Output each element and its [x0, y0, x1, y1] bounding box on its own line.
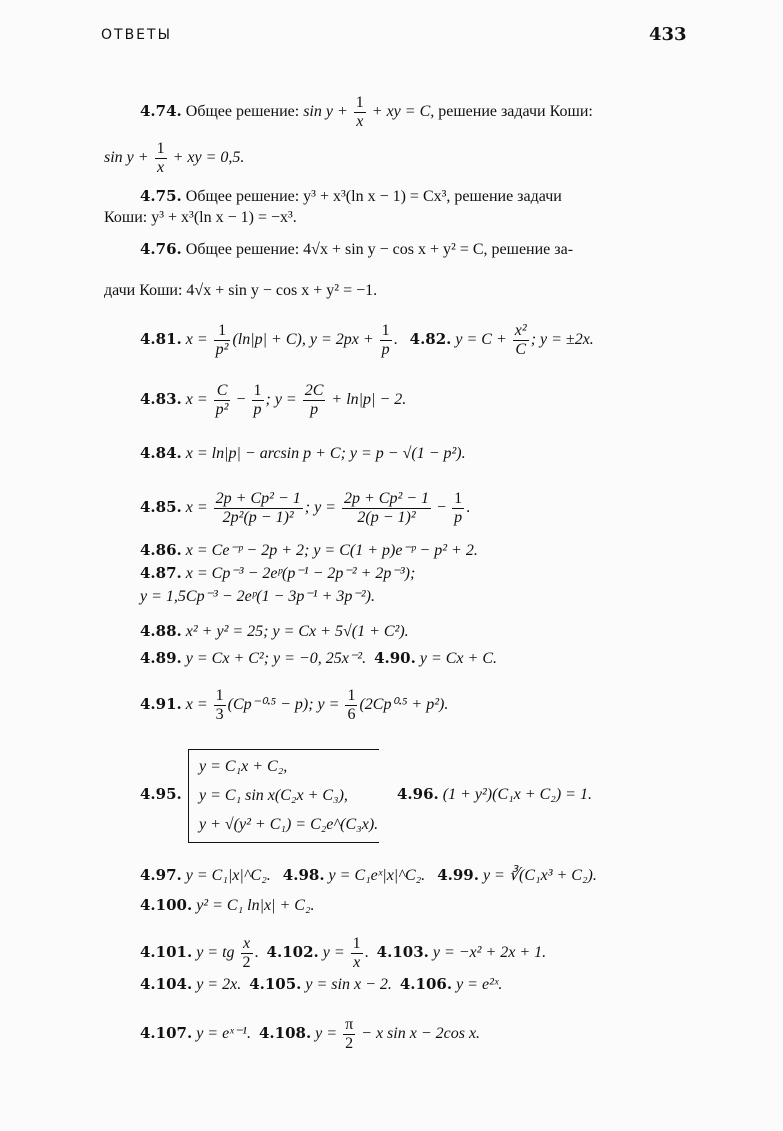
- answer-4-97-4-99: 4.97. y = C₁|x|^C₂. 4.98. y = C₁eˣ|x|^C₂. 4.99. y = ∛(C₁x³ + C₂).: [140, 866, 597, 884]
- answer-4-89-4-90: 4.89. y = Cx + C²; y = −0, 25x⁻². 4.90. y = Cx + C.: [140, 649, 497, 667]
- answer-4-75: 4.75. Общее решение: y³ + x³(ln x − 1) = Cx³, решение задачи: [140, 187, 562, 205]
- answer-4-87: 4.87. x = Cp⁻³ − 2eᵖ(p⁻¹ − 2p⁻² + 2p⁻³);: [140, 564, 416, 582]
- answer-4-85: 4.85. x = $\frac{\text{2p + Cp² − 1}}{\text{2p²(p − 1)²}}$ ; y = $\frac{\text{2p + Cp² − 1}}{\text{2(p − 1)²}}$ − $\frac{1}{p}$ .: [140, 490, 471, 526]
- answer-4-107-4-108: 4.107. y = eˣ⁻¹. 4.108. y = $\frac{\pi}{2}$ − x sin x − 2cos x.: [140, 1016, 481, 1052]
- answer-4-81-4-82: 4.81. x = $\frac{1}{\text{p²}}$ (ln|p| + C), y = 2px + $\frac{1}{p}$ . 4.82. y = C + $\frac{\text{x²}}{C}$ ; y = ±2x.: [140, 322, 594, 358]
- answer-4-74: 4.74. Общее решение: sin y + $\frac{1}{x}$ + xy = C, решение задачи Коши:: [140, 94, 593, 130]
- page-number: 433: [649, 24, 687, 45]
- answer-4-76-cauchy: дачи Коши: 4√x + sin y − cos x + y² = −1.: [104, 282, 378, 299]
- system-row-2: y = C₁ sin x(C₂x + C₃),: [199, 787, 348, 804]
- answer-4-101-4-103: 4.101. y = tg $\frac{x}{2}$ . 4.102. y = $\frac{1}{x}$ . 4.103. y = −x² + 2x + 1.: [140, 935, 547, 971]
- answer-4-104-4-106: 4.104. y = 2x. 4.105. y = sin x − 2. 4.106. y = e²ˣ.: [140, 975, 503, 993]
- answer-4-95-label: 4.95.: [140, 785, 182, 803]
- answer-4-75-cauchy: Коши: y³ + x³(ln x − 1) = −x³.: [104, 209, 297, 226]
- answer-4-96: 4.96. (1 + y²)(C₁x + C₂) = 1.: [397, 785, 592, 803]
- answer-4-84: 4.84. x = ln|p| − arcsin p + C; y = p − √(1 − p²).: [140, 444, 466, 462]
- system-bracket: [188, 749, 379, 843]
- system-row-1: y = C₁x + C₂,: [199, 758, 288, 775]
- answer-4-74-cauchy: sin y + $\frac{1}{x}$ + xy = 0,5.: [104, 140, 245, 176]
- answer-4-100: 4.100. y² = C₁ ln|x| + C₂.: [140, 896, 315, 914]
- answer-4-86: 4.86. x = Ce⁻ᵖ − 2p + 2; y = C(1 + p)e⁻ᵖ − p² + 2.: [140, 541, 478, 559]
- answer-4-91: 4.91. x = $\frac{1}{3}$ (Cp⁻⁰·⁵ − p); y = $\frac{1}{6}$ (2Cp⁰·⁵ + p²).: [140, 687, 449, 723]
- answer-4-76: 4.76. Общее решение: 4√x + sin y − cos x + y² = C, решение за-: [140, 240, 574, 258]
- answer-4-83: 4.83. x = $\frac{C}{\text{p²}}$ − $\frac{1}{p}$ ; y = $\frac{2C}{p}$ + ln|p| − 2.: [140, 382, 407, 418]
- answer-4-88: 4.88. x² + y² = 25; y = Cx + 5√(1 + C²).: [140, 622, 409, 640]
- answer-4-87-line2: y = 1,5Cp⁻³ − 2eᵖ(1 − 3p⁻¹ + 3p⁻²).: [140, 588, 375, 605]
- running-header: ОТВЕТЫ: [101, 27, 172, 43]
- system-row-3: y + √(y² + C₁) = C₂e^(C₃x).: [199, 816, 379, 833]
